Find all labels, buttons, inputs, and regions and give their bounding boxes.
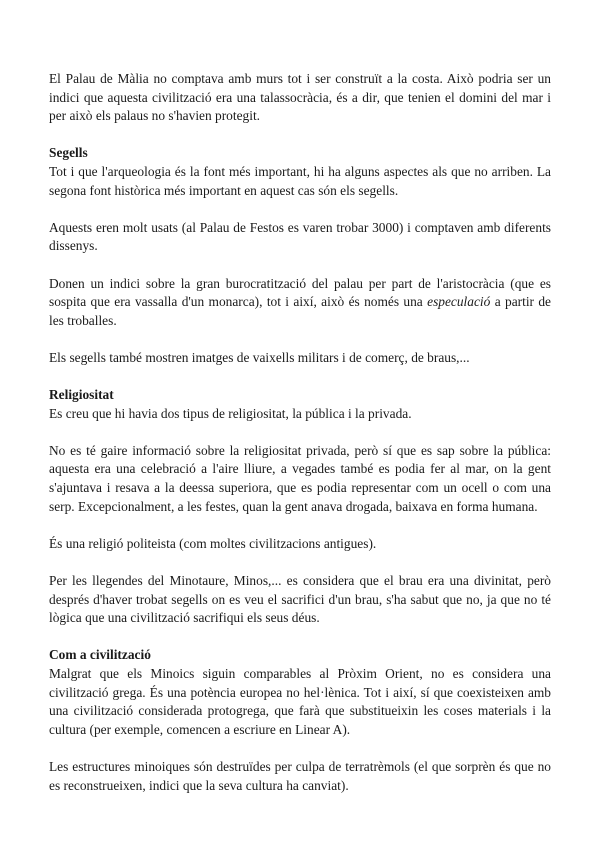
paragraph: Es creu que hi havia dos tipus de religiositat, la pública i la privada. bbox=[49, 405, 412, 421]
paragraph: És una religió politeista (com moltes civilitzacions antigues). bbox=[49, 535, 377, 551]
paragraph: Per les llegendes del Minotaure, Minos,... es considera que el brau era una divinitat, però després d'haver trobat segells on es veu el sacrifici d'un brau, s'ha sabut que no, ja que no té lògica que una civilització sacrifiqui els seus déus. bbox=[49, 573, 551, 626]
section-heading-segells: Segells bbox=[49, 145, 88, 161]
paragraph-text: a partir de les troballes. bbox=[49, 294, 551, 328]
section-civilitzacio bbox=[49, 646, 551, 795]
section-heading-religiositat: Religiositat bbox=[49, 387, 114, 403]
paragraph: No es té gaire informació sobre la religiositat privada, però sí que es sap sobre la pública: aquesta era una celebració a l'aire lliure, a vegades també es podia fer al mar, on la gent s'ajuntava i resava a la deessa superiora, que es podia representar com un ocell o com una serp. Excepcionalment, a les festes, quan la gent anava drogada, baixava en forma humana. bbox=[49, 442, 551, 514]
emphasized-word: especulació bbox=[427, 294, 491, 310]
section-heading-civilitzacio: Com a civilització bbox=[49, 647, 151, 663]
document-page bbox=[49, 70, 551, 814]
paragraph: Les estructures minoiques són destruïdes per culpa de terratrèmols (el que sorprèn és que no es reconstrueixen, indici que la seva cultura ha canviat). bbox=[49, 758, 551, 793]
section-religiositat bbox=[49, 386, 551, 628]
paragraph: Aquests eren molt usats (al Palau de Festos es varen trobar 3000) i comptaven amb diferents dissenys. bbox=[49, 219, 551, 254]
section-segells bbox=[49, 144, 551, 367]
intro-paragraph: El Palau de Màlia no comptava amb murs tot i ser construït a la costa. Això podria ser un indici que aquesta civilització era una talassocràcia, és a dir, que tenien el domini del mar i per això els palaus no s'havien protegit. bbox=[49, 71, 551, 124]
paragraph-text: Donen un indici sobre la gran burocratització del palau per part de l'aristocràcia (que es sospita que era vassalla d'un monarca), tot i així, això és només una bbox=[49, 275, 551, 310]
paragraph: Tot i que l'arqueologia és la font més important, hi ha alguns aspectes als que no arriben. La segona font històrica més important en aquest cas són els segells. bbox=[49, 163, 551, 198]
paragraph: Malgrat que els Minoics siguin comparables al Pròxim Orient, no es considera una civilització grega. És una potència europea no hel·lènica. Tot i així, sí que coexisteixen amb una civilització considerada protogrega, que farà que substitueixin les coses materials i la cultura (per exemple, comencen a escriure en Linear A). bbox=[49, 666, 551, 737]
paragraph: Els segells també mostren imatges de vaixells militars i de comerç, de braus,... bbox=[49, 349, 470, 365]
paragraph bbox=[49, 275, 551, 331]
